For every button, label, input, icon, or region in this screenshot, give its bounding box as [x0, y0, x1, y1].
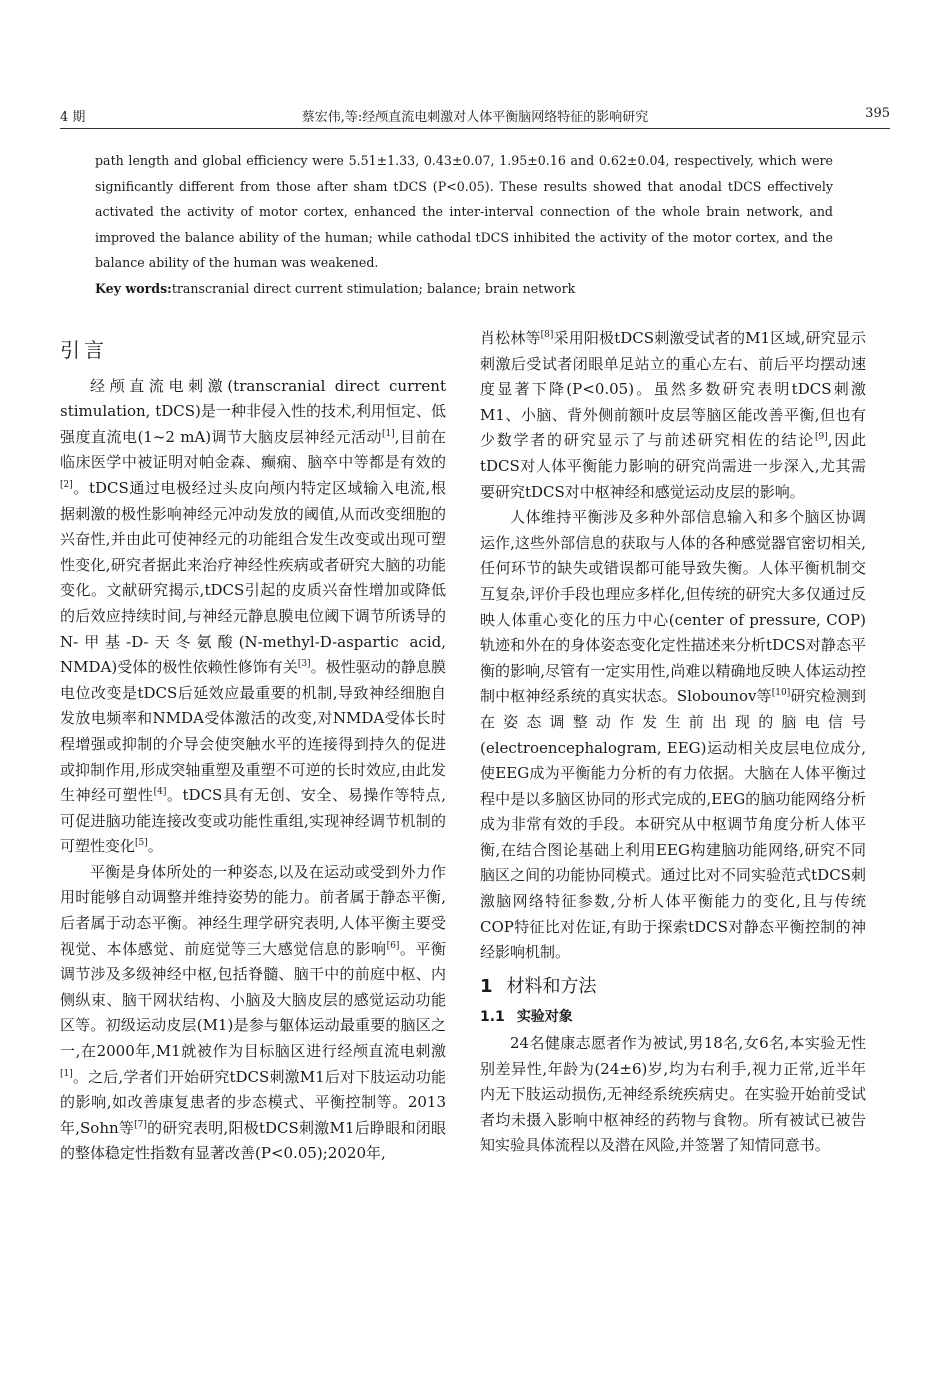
citation[interactable]: [5] [135, 838, 148, 849]
subjects-paragraph: 24名健康志愿者作为被试,男18名,女6名,本实验无性别差异性,年龄为(24±6)岁,均为右利手,视力正常,近半年内无下肢运动损伤,无神经系统疾病史。在实验开始前受试者均未摄入影响中枢神经的药物与食物。所有被试已被告知实验具体流程以及潜在风险,并签署了知情同意书。 [480, 1034, 866, 1155]
text-run: ,目前在临床医学中被证明对帕金森、癫痫、脑卒中等都是有效的 [60, 427, 446, 472]
citation[interactable]: [4] [153, 787, 167, 798]
text-run: 。之后,学者们开始研究tDCS刺激M1后对下肢运动功能的影响,如改善康复患者的步态模式、平衡控制等。2013年,Sohn等 [60, 1067, 446, 1137]
right-column [480, 326, 866, 1159]
left-column [60, 338, 446, 1167]
keywords-text: transcranial direct current stimulation; balance; brain network [171, 280, 576, 296]
keywords-line [95, 276, 833, 302]
abstract-text: path length and global efficiency were 5.51±1.33, 0.43±0.07, 1.95±0.16 and 0.62±0.04, respectively, which were significantly different from those after sham tDCS (P<0.05). These results showed that anodal tDCS effectively activated the activity of motor cortex, enhanced the inter-interval connection of the whole brain network, and improved the balance ability of the human; while cathodal tDCS inhibited the activity of the motor cortex, and the balance ability of the human was weakened. [95, 153, 833, 271]
text-run: ,因此tDCS对人体平衡能力影响的研究尚需进一步深入,尤其需要研究tDCS对中枢神经和感觉运动皮层的影响。 [480, 431, 866, 501]
section-number: 1 [480, 975, 493, 997]
intro-paragraph-1 [60, 374, 446, 860]
citation[interactable]: [3] [297, 659, 311, 670]
text-run: 。平衡调节涉及多级神经中枢,包括脊髓、脑干中的前庭中枢、内侧纵束、脑干网状结构、小脑及大脑皮层的感觉运动功能区等。初级运动皮层(M1)是参与躯体运动最重要的脑区之一,在2000年,M1就被作为目标脑区进行经颅直流电刺激 [60, 939, 446, 1061]
citation[interactable]: [1] [382, 428, 395, 439]
text-run: 采用阳极tDCS刺激受试者的M1区域,研究显示刺激后受试者闭眼单足站立的重心左右、前后平均摆动速度显著下降(P<0.05)。虽然多数研究表明tDCS刺激M1、小脑、背外侧前额叶皮层等脑区能改善平衡,但也有少数学者的研究显示了与前述研究相佐的结论 [480, 329, 866, 450]
text-run: 。tDCS通过电极经过头皮向颅内特定区域输入电流,根据刺激的极性影响神经元冲动发放的阈值,从而改变细胞的兴奋性,并由此可使神经元的功能组合发生改变或出现可塑性变化,研究者据此来治疗神经性疾病或者研究大脑的功能变化。文献研究揭示,tDCS引起的皮质兴奋性增加或降低的后效应持续时间,与神经元静息膜电位阈下调节所诱导的N-甲基-D-天冬氨酸(N-methyl-D-aspartic acid, NMDA)受体的极性依赖性修饰有关 [60, 478, 446, 677]
section-heading [480, 974, 866, 1000]
running-title: 蔡宏伟,等:经颅直流电刺激对人体平衡脑网络特征的影响研究 [301, 110, 649, 125]
text-run: 人体维持平衡涉及多种外部信息输入和多个脑区协调运作,这些外部信息的获取与人体的各种感觉器官密切相关,任何环节的缺失或错误都可能导致失衡。人体平衡机制交互复杂,评价手段也理应多样化,但传统的研究大多仅通过反映人体重心变化的压力中心(center of pressure, COP)轨迹和外在的身体姿态变化定性描述来分析tDCS对静态平衡的影响,尽管有一定实用性,尚难以精确地反映人体运动控制中枢神经系统的真实状态。Slobounov等 [480, 508, 866, 706]
issue-number: 4 期 [60, 110, 86, 125]
section-title: 材料和方法 [506, 975, 597, 997]
citation[interactable]: [8] [540, 330, 554, 340]
subsection-title: 实验对象 [516, 1009, 573, 1026]
text-run: 经颅直流电刺激(transcranial direct current stimulation, tDCS)是一种非侵入性的技术,利用恒定、低强度直流电(1~2 mA)调节大脑皮层神经元活动 [60, 376, 446, 446]
english-abstract [95, 148, 833, 302]
citation[interactable]: [1] [60, 1068, 73, 1079]
text-run: 。tDCS具有无创、安全、易操作等特点,可促进脑功能连接改变或功能性重组,实现神经调节机制的可塑性变化 [60, 786, 446, 856]
citation[interactable]: [9] [814, 432, 828, 443]
keywords-label: Key words: [95, 280, 172, 296]
subsection-heading [480, 1005, 866, 1031]
intro-paragraph-2 [60, 860, 446, 1167]
citation[interactable]: [10] [771, 688, 791, 699]
intro-heading: 引言 [60, 338, 108, 362]
text-run: 的研究表明,阳极tDCS刺激M1后睁眼和闭眼的整体稳定性指数有显著改善(P<0.05);2020年, [60, 1118, 446, 1163]
citation[interactable]: [2] [60, 479, 73, 490]
text-run: 。极性驱动的静息膜电位改变是tDCS后延效应最重要的机制,导致神经细胞自发放电频率和NMDA受体激活的改变,对NMDA受体长时程增强或抑制的介导会使突触水平的连接得到持久的促进或抑制作用,形成突轴重塑及重塑不可逆的长时效应,由此发生神经可塑性 [60, 658, 446, 805]
text-run: 平衡是身体所处的一种姿态,以及在运动或受到外力作用时能够自动调整并维持姿势的能力。前者属于静态平衡,后者属于动态平衡。神经生理学研究表明,人体平衡主要受视觉、本体感觉、前庭觉等三大感觉信息的影响 [60, 862, 446, 958]
text-run: 。 [147, 837, 163, 856]
citation[interactable]: [6] [386, 940, 400, 951]
intro-paragraph-2-continued [480, 326, 866, 505]
text-run: 研究检测到在姿态调整动作发生前出现的脑电信号(electroencephalogram, EEG)运动相关皮层电位成分,使EEG成为平衡能力分析的有力依据。大脑在人体平衡过程中是以多脑区协同的形式完成的,EEG的脑功能网络分析成为非常有效的手段。本研究从中枢调节角度分析人体平衡,在结合图论基础上利用EEG构建脑功能网络,研究不同脑区之间的功能协同模式。通过比对不同实验范式tDCS刺激脑网络特征参数,分析人体平衡能力的变化,且与传统COP特征比对佐证,有助于探索tDCS对静态平衡控制的神经影响机制。 [480, 687, 866, 962]
text-run: 肖松林等 [480, 329, 541, 347]
subsection-number: 1.1 [480, 1009, 505, 1026]
citation[interactable]: [7] [134, 1119, 147, 1130]
intro-paragraph-3 [480, 505, 866, 966]
running-header [60, 102, 890, 129]
page-number: 395 [865, 106, 890, 121]
